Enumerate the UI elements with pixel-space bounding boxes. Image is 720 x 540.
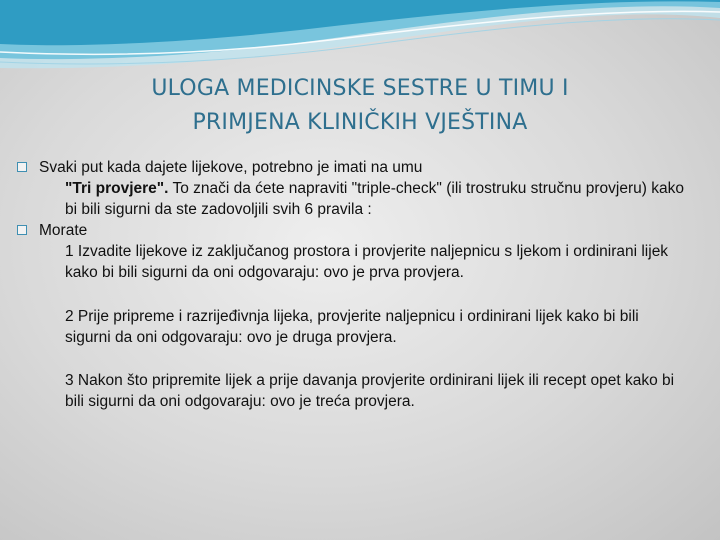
step-2-text: 2 Prije pripreme i razrijeđivnja lijeka, provjerite naljepnicu i ordinirani lijek kako bi bili sigurni da oni odgovaraju: ovo je druga provjera. [65, 308, 639, 346]
bullet-1-continuation [17, 178, 687, 220]
square-bullet-icon [17, 162, 27, 172]
step-1-text: 1 Izvadite lijekove iz zaključanog prostora i provjerite naljepnicu s ljekom i ordinirani lijek kako bi bili sigurni da oni odgovaraju: ovo je prva provjera. [65, 243, 669, 281]
bullet-2-label: Morate [39, 222, 88, 239]
square-bullet-icon [17, 225, 27, 235]
bullet-item-2 [17, 220, 687, 241]
step-3-text: 3 Nakon što pripremite lijek a prije davanja provjerite ordinirani lijek ili recept opet kako bi bili sigurni da oni odgovaraju: ovo je treća provjera. [65, 372, 675, 410]
slide-title: ULOGA MEDICINSKE SESTRE U TIMU I PRIMJENA KLINIČKIH VJEŠTINA [151, 76, 569, 135]
bullet-1-line1: Svaki put kada dajete lijekove, potrebno je imati na umu [39, 159, 423, 176]
tri-provjere-emphasis: "Tri provjere". [65, 180, 169, 197]
bullet-item-1 [17, 157, 687, 220]
slide-body [17, 157, 687, 412]
bullet-1-rest: To znači da ćete napraviti "triple-check" (ili trostruku stručnu provjeru) kako bi bili sigurni da ste zadovoljili svih 6 pravila : [65, 180, 684, 218]
